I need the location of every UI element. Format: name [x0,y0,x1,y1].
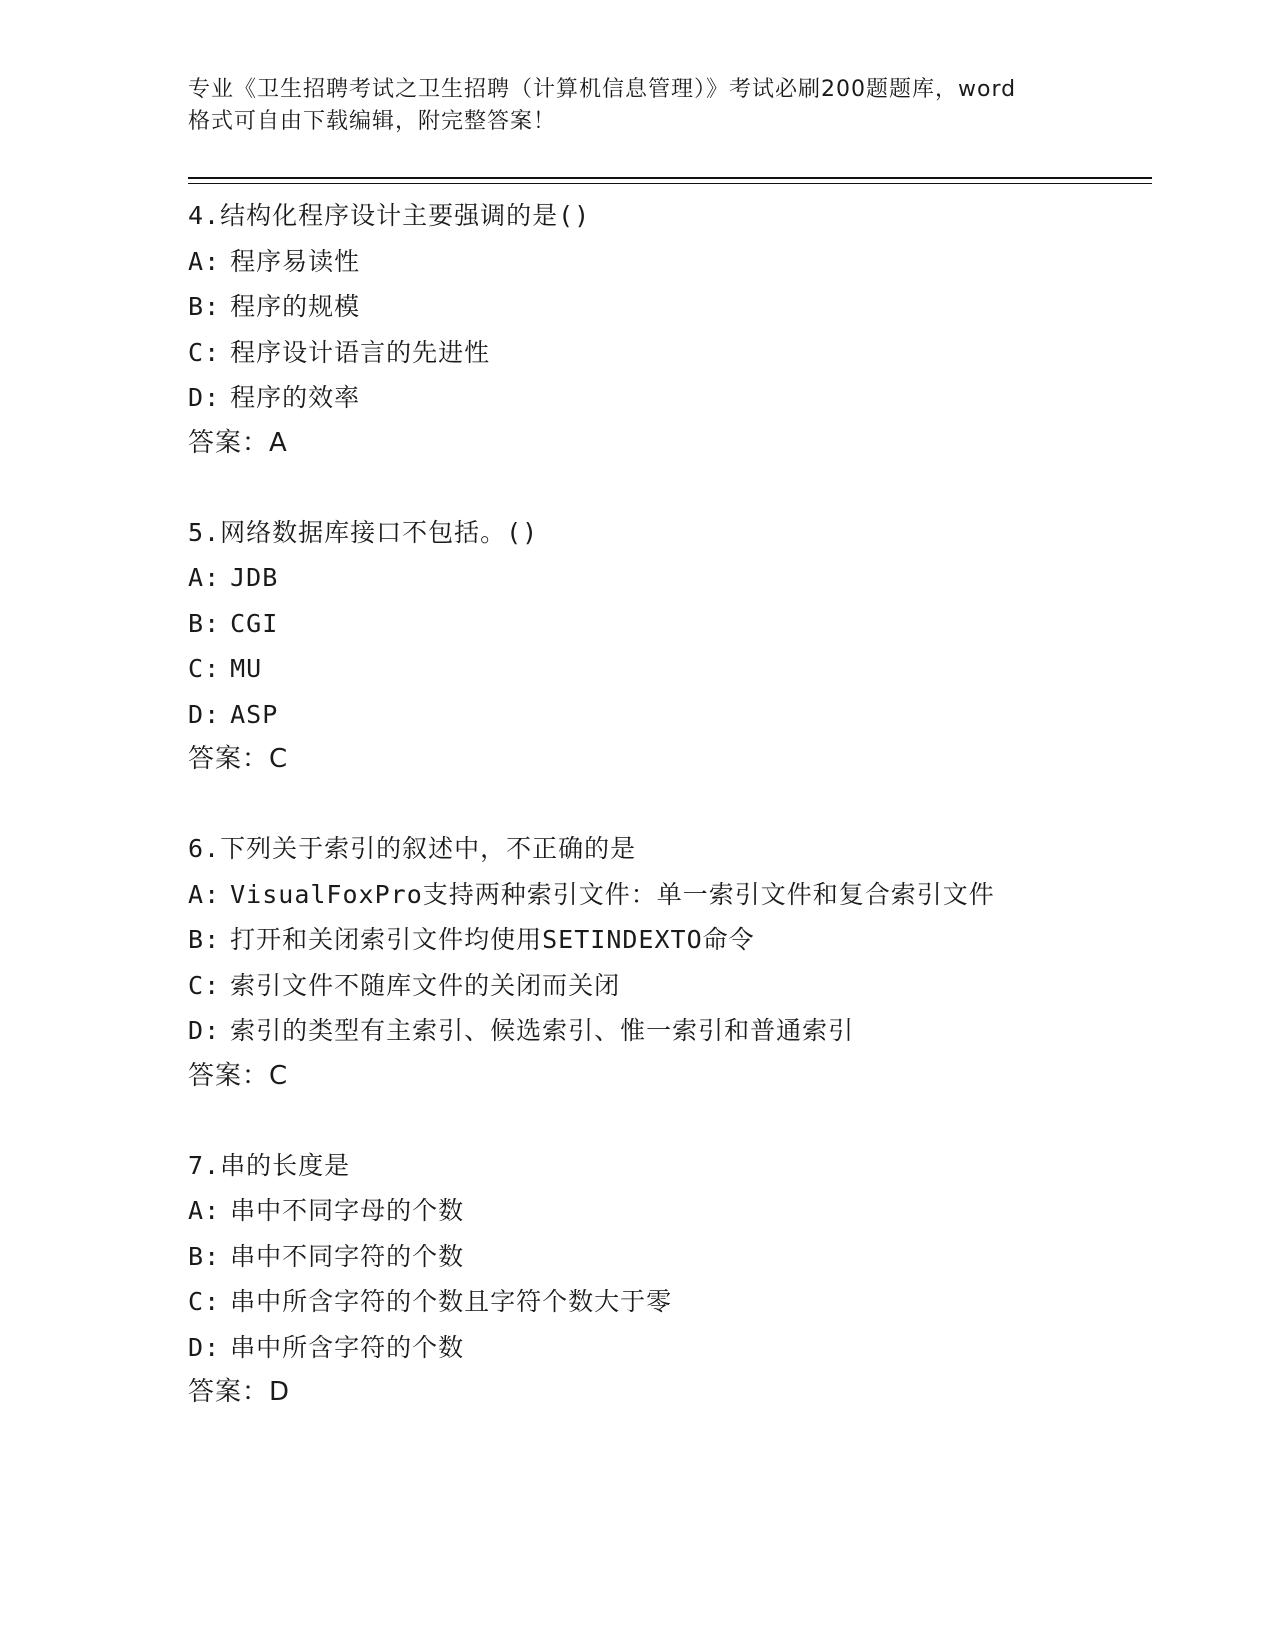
option-text: 程序设计语言的先进性 [230,337,491,367]
option-letter: C [188,337,205,367]
option-text: 索引文件不随库文件的关闭而关闭 [230,970,621,1000]
question-item [188,1143,1168,1416]
option-text: 程序易读性 [230,246,361,276]
option-text: 程序的规模 [230,292,361,321]
header-title-line-1: 专业《卫生招聘考试之卫生招聘（计算机信息管理）》考试必刷200题题库，word [188,77,1017,102]
option-text: 程序的效率 [230,383,361,412]
option-text: 串中所含字符的个数且字符个数大于零 [230,1287,673,1316]
option-letter: A [188,879,205,909]
option-c: C: 索引文件不随库文件的关闭而关闭 [188,970,621,1000]
option-text: 串中所含字符的个数 [230,1332,465,1362]
question-item [188,826,1168,1099]
answer-line: 答案：A [188,427,288,458]
question-list [188,193,1168,1459]
option-letter: B [188,608,205,638]
option-text: 串中不同字符的个数 [230,1241,465,1271]
option-letter: D [188,383,205,412]
option-b: B: 打开和关闭索引文件均使用SETINDEXTO命令 [188,925,755,954]
header-divider-thick [188,177,1152,179]
question-item [188,193,1168,466]
question-stem: 4.结构化程序设计主要强调的是() [188,201,591,230]
option-d: D: 程序的效率 [188,383,361,412]
option-text: 打开和关闭索引文件均使用SETINDEXTO命令 [230,925,755,954]
option-letter: D [188,1332,205,1362]
option-a: A: VisualFoxPro支持两种索引文件：单一索引文件和复合索引文件 [188,879,995,909]
answer-line: 答案：D [188,1377,291,1407]
option-letter: B [188,292,205,321]
option-text: JDB [230,563,279,592]
option-letter: A [188,563,205,592]
answer-line: 答案：C [188,744,289,774]
option-letter: C [188,654,205,683]
option-letter: B [188,1241,205,1271]
option-letter: C [188,1287,205,1316]
option-b: B: 串中不同字符的个数 [188,1241,465,1271]
option-d: D: ASP [188,699,279,729]
option-letter: D [188,699,205,729]
option-letter: A [188,1196,205,1225]
option-letter: B [188,925,205,954]
question-stem: 6.下列关于索引的叙述中，不正确的是 [188,834,637,863]
question-item [188,510,1168,783]
option-b: B: 程序的规模 [188,292,361,321]
answer-line: 答案：C [188,1060,289,1091]
question-stem: 5.网络数据库接口不包括。() [188,517,539,547]
option-a: A: 程序易读性 [188,246,361,276]
option-a: A: 串中不同字母的个数 [188,1196,465,1225]
option-c: C: 程序设计语言的先进性 [188,337,491,367]
header-divider-thin [188,183,1152,184]
option-text: 索引的类型有主索引、候选索引、惟一索引和普通索引 [230,1016,855,1045]
option-letter: D [188,1016,205,1045]
question-stem: 7.串的长度是 [188,1150,351,1180]
option-c: C: 串中所含字符的个数且字符个数大于零 [188,1287,673,1316]
option-c: C: MU [188,654,263,683]
option-b: B: CGI [188,608,279,638]
document-header [188,74,1088,138]
option-text: VisualFoxPro支持两种索引文件：单一索引文件和复合索引文件 [230,879,995,909]
option-a: A: JDB [188,563,279,592]
option-text: ASP [230,699,279,729]
option-text: 串中不同字母的个数 [230,1196,465,1225]
option-letter: C [188,970,205,1000]
option-d: D: 索引的类型有主索引、候选索引、惟一索引和普通索引 [188,1016,855,1045]
option-text: MU [230,654,263,683]
option-letter: A [188,246,205,276]
option-text: CGI [230,608,279,638]
header-title-line-2: 格式可自由下载编辑，附完整答案！ [188,109,557,134]
option-d: D: 串中所含字符的个数 [188,1332,465,1362]
